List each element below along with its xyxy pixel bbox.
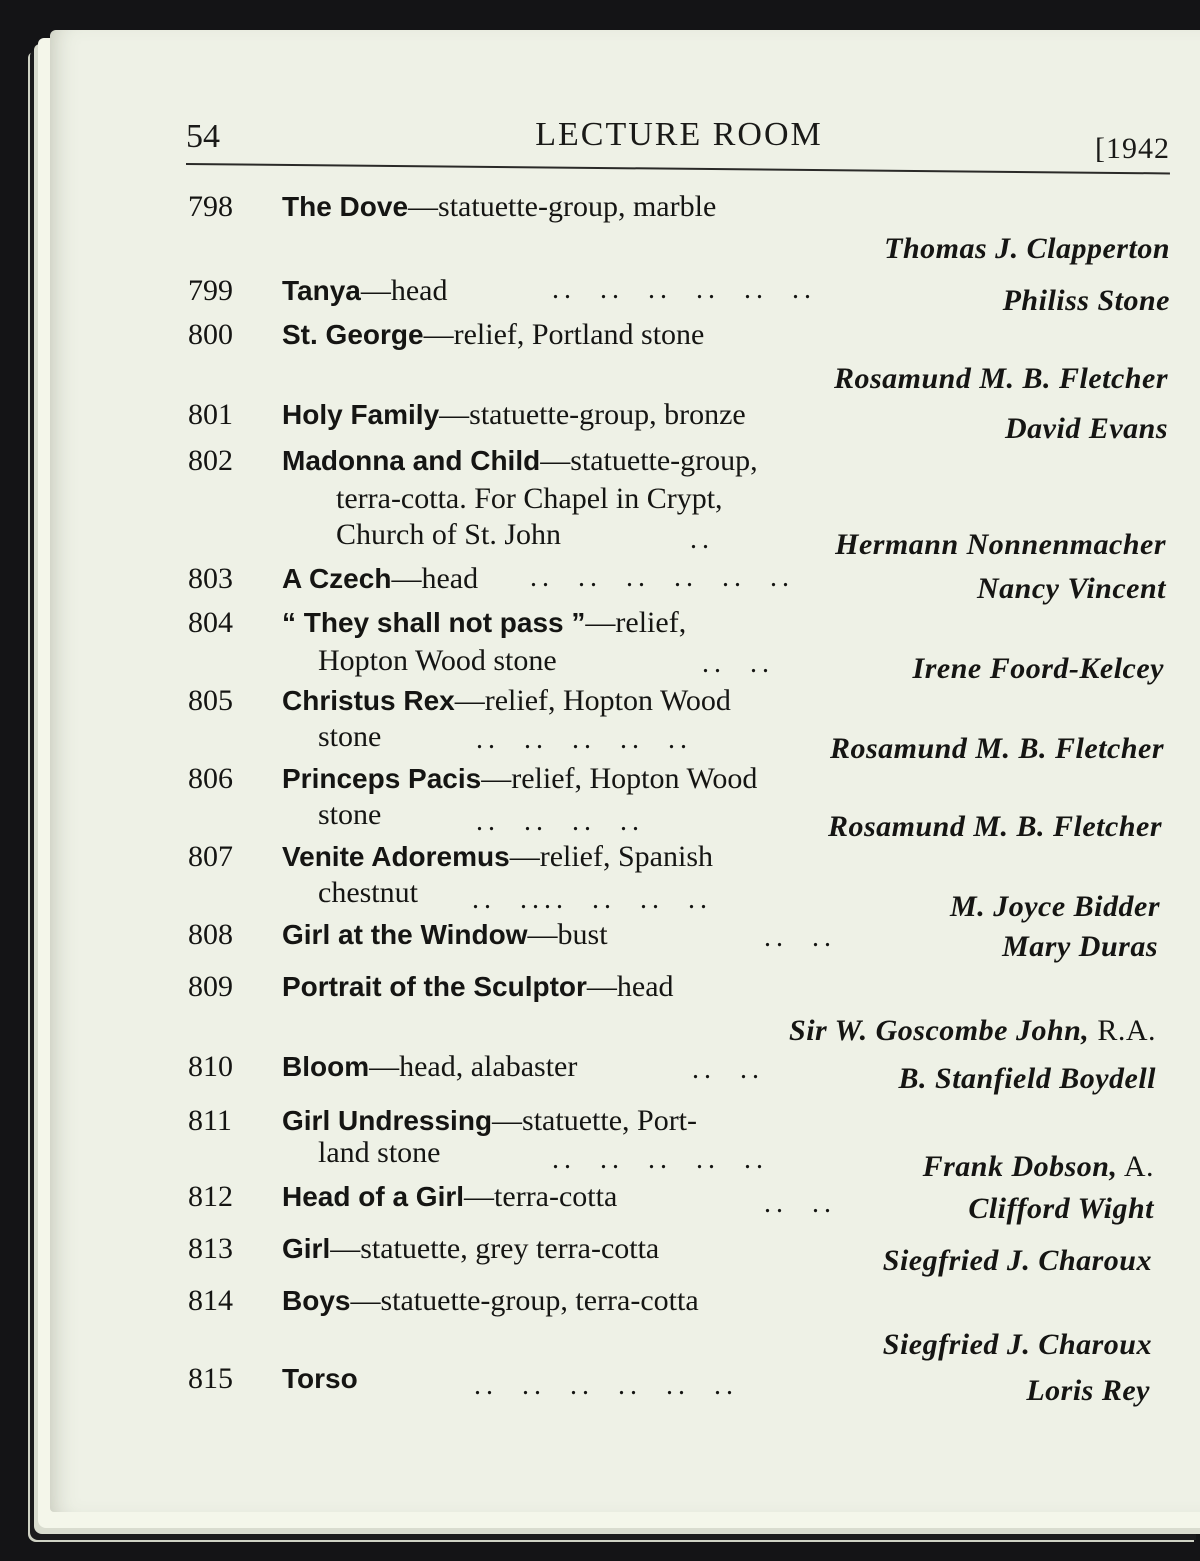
entry-title: Venite Adoremus xyxy=(282,841,510,872)
entry-title: Bloom xyxy=(282,1051,370,1082)
entry-number: 806 xyxy=(188,762,233,795)
entry-number: 808 xyxy=(188,918,233,951)
entry-continuation: stone xyxy=(318,798,382,831)
header-year: [1942 xyxy=(1095,132,1170,165)
entry-number: 799 xyxy=(188,274,233,307)
entry-description: —terra-cotta xyxy=(464,1180,618,1213)
entry-number: 805 xyxy=(188,684,233,717)
entry-description: —statuette-group, terra-cotta xyxy=(350,1284,699,1317)
leader-dots: .. .. .. .. .. xyxy=(476,724,692,755)
entry-description: —bust xyxy=(527,918,608,951)
entry-title: Tanya xyxy=(282,275,361,306)
entry-title: Girl Undressing xyxy=(282,1105,493,1136)
entry-artist: David Evans xyxy=(1005,412,1168,445)
entry-artist: Siegfried J. Charoux xyxy=(882,1328,1152,1361)
entry-description: —relief, Portland stone xyxy=(423,318,705,351)
entry-description: —statuette-group, xyxy=(540,444,758,477)
entry-title: Head of a Girl xyxy=(282,1181,465,1212)
entry-number: 813 xyxy=(188,1232,233,1265)
leader-dots: .. .. xyxy=(764,922,836,953)
entry-continuation: terra-cotta. For Chapel in Crypt, xyxy=(336,482,723,515)
entry-description: —head xyxy=(391,562,479,595)
entry-number: 804 xyxy=(188,606,233,639)
artist-suffix: A. xyxy=(1117,1150,1154,1183)
leader-dots: .. .. .. .. .. .. xyxy=(552,274,816,305)
entry-artist: Siegfried J. Charoux xyxy=(882,1244,1152,1277)
entry-artist: Philiss Stone xyxy=(1002,284,1170,317)
entry-title: The Dove xyxy=(282,191,409,222)
entry-artist: Loris Rey xyxy=(1026,1374,1150,1407)
entry-title: Girl at the Window xyxy=(282,919,528,950)
entry-description: —statuette-group, bronze xyxy=(439,398,746,431)
entry-artist: Irene Foord-Kelcey xyxy=(912,652,1164,685)
entry-description: —head xyxy=(360,274,448,307)
leader-dots: .. .... .. .. .. xyxy=(472,884,712,915)
entry-artist: Rosamund M. B. Fletcher xyxy=(827,810,1162,843)
entry-description: —statuette, grey terra-cotta xyxy=(330,1232,660,1265)
entry-continuation: land stone xyxy=(318,1136,441,1169)
leader-dots: .. .. xyxy=(692,1054,764,1085)
leader-dots: .. .. .. .. .. xyxy=(552,1144,768,1175)
entry-artist: Rosamund M. B. Fletcher xyxy=(833,362,1168,395)
entry-artist: Nancy Vincent xyxy=(976,572,1166,605)
entry-description: —relief, Hopton Wood xyxy=(481,762,758,795)
entry-artist: Rosamund M. B. Fletcher xyxy=(829,732,1164,765)
entry-artist: Mary Duras xyxy=(1002,930,1158,963)
entry-description: —statuette-group, marble xyxy=(408,190,717,223)
entry-title: Holy Family xyxy=(282,399,440,430)
entry-continuation: chestnut xyxy=(318,876,418,909)
entry-number: 810 xyxy=(188,1050,233,1083)
entry-artist: M. Joyce Bidder xyxy=(950,890,1160,923)
entry-title: Girl xyxy=(282,1233,331,1264)
entry-title: Christus Rex xyxy=(282,685,455,716)
entry-description: —statuette, Port- xyxy=(492,1104,698,1137)
artist-suffix: R.A. xyxy=(1089,1014,1156,1047)
entry-description: —head xyxy=(586,970,674,1003)
entry-number: 803 xyxy=(188,562,233,595)
entry-continuation: stone xyxy=(318,720,382,753)
entry-title: “ They shall not pass ” xyxy=(282,607,586,638)
entry-number: 811 xyxy=(188,1104,232,1137)
entry-artist: Clifford Wight xyxy=(968,1192,1154,1225)
entry-continuation: Church of St. John xyxy=(336,518,561,551)
page-title: LECTURE ROOM xyxy=(535,116,823,153)
entry-description: —head, alabaster xyxy=(369,1050,578,1083)
entry-number: 802 xyxy=(188,444,233,477)
entry-number: 812 xyxy=(188,1180,233,1213)
entry-number: 801 xyxy=(188,398,233,431)
leader-dots: .. .. .. .. xyxy=(476,806,644,837)
entry-title: A Czech xyxy=(282,563,392,594)
entry-title: Madonna and Child xyxy=(282,445,541,476)
leader-dots: .. .. xyxy=(764,1188,836,1219)
entry-number: 800 xyxy=(188,318,233,351)
leader-dots: .. .. .. .. .. .. xyxy=(474,1370,738,1401)
entry-title: Princeps Pacis xyxy=(282,763,482,794)
entry-artist: Sir W. Goscombe John, xyxy=(789,1014,1090,1047)
entry-artist: Frank Dobson, xyxy=(922,1150,1118,1183)
leader-dots: .. .. .. .. .. .. xyxy=(530,562,794,593)
entry-title: Torso xyxy=(282,1363,358,1394)
entry-title: Portrait of the Sculptor xyxy=(282,971,587,1002)
entry-title: Boys xyxy=(282,1285,351,1316)
entry-number: 807 xyxy=(188,840,233,873)
page-number: 54 xyxy=(186,118,220,155)
entry-number: 809 xyxy=(188,970,233,1003)
entry-description: —relief, Hopton Wood xyxy=(454,684,731,717)
entry-description: —relief, Spanish xyxy=(509,840,713,873)
entry-artist: B. Stanfield Boydell xyxy=(898,1062,1156,1095)
leader-dots: .. .. xyxy=(702,648,774,679)
leader-dots: .. xyxy=(690,524,714,555)
entry-number: 798 xyxy=(188,190,233,223)
entry-continuation: Hopton Wood stone xyxy=(318,644,557,677)
entry-number: 815 xyxy=(188,1362,233,1395)
entry-artist: Hermann Nonnenmacher xyxy=(835,528,1166,561)
entry-description: —relief, xyxy=(585,606,687,639)
entry-title: St. George xyxy=(282,319,424,350)
entry-number: 814 xyxy=(188,1284,233,1317)
entry-artist: Thomas J. Clapperton xyxy=(884,232,1170,265)
